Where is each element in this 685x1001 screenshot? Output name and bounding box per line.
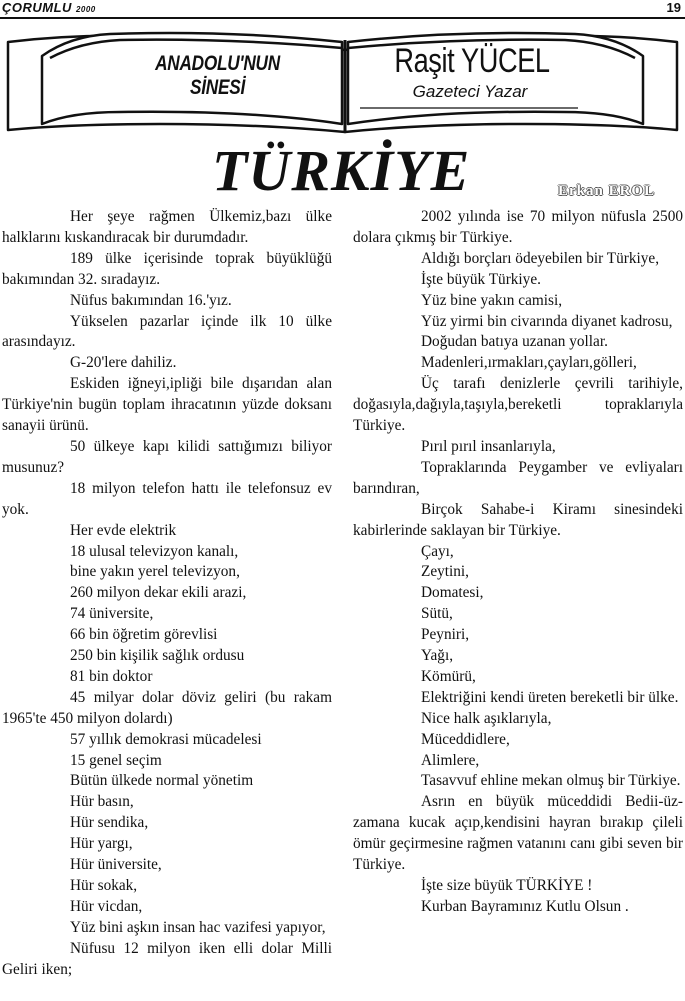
article-byline: Erkan EROL bbox=[558, 183, 656, 199]
article-paragraph: Yüz yirmi bin civarında diyanet kadrosu, bbox=[421, 312, 673, 330]
article-paragraph: Birçok Sahabe-i Kiramı sinesindeki kabirlerinde saklayan bir Türkiye. bbox=[353, 500, 683, 539]
article-paragraph: Eskiden iğneyi,ipliği bile dışarıdan alan Türkiye'nin bugün toplam ihracatının yüzde doksanı sanayii ürünü. bbox=[2, 375, 332, 435]
article-paragraph: 260 milyon dekar ekili arazi, bbox=[70, 584, 247, 602]
article-paragraph: Zeytini, bbox=[421, 563, 470, 581]
article-paragraph: Nüfusu 12 milyon iken elli dolar Milli Geliri iken; bbox=[2, 939, 332, 978]
article-paragraph: 18 milyon telefon hattı ile telefonsuz ev yok. bbox=[2, 479, 332, 518]
page-number: 19 bbox=[666, 0, 681, 15]
article-paragraph: Yükselen pazarlar içinde ilk 10 ülke arasındayız. bbox=[2, 312, 332, 351]
article-paragraph: Nüfus bakımından 16.'yız. bbox=[70, 291, 232, 309]
article-paragraph: G-20'lere dahiliz. bbox=[70, 354, 177, 372]
article-paragraph: İşte size büyük TÜRKİYE ! bbox=[421, 877, 593, 894]
article-paragraph: Bütün ülkede normal yönetim bbox=[70, 772, 254, 790]
article-paragraph: Pırıl pırıl insanlarıyla, bbox=[421, 437, 556, 455]
right-column bbox=[353, 207, 683, 918]
publication-name bbox=[2, 0, 96, 15]
article-paragraph: Üç tarafı denizlerle çevrili tarihiyle, doğasıyla,dağıyla,taşıyla,bereketli topraklarıyla Türkiye. bbox=[353, 375, 683, 435]
publication-issue: 2000 bbox=[75, 5, 96, 14]
article-paragraph: Tasavvuf ehline mekan olmuş bir Türkiye. bbox=[421, 772, 681, 790]
article-paragraph: Hür sendika, bbox=[70, 814, 149, 832]
article-paragraph: Alimlere, bbox=[421, 751, 480, 769]
article-paragraph: Hür basın, bbox=[70, 793, 134, 811]
article-paragraph: Çayı, bbox=[421, 542, 454, 560]
article-paragraph: 66 bin öğretim görevlisi bbox=[70, 626, 218, 644]
article-paragraph: Hür üniversite, bbox=[70, 856, 162, 874]
article-paragraph: 45 milyar dolar döviz geliri (bu rakam 1965'te 450 milyon dolardı) bbox=[2, 688, 332, 727]
article-paragraph: 15 genel seçim bbox=[70, 751, 162, 769]
article-paragraph: Hür vicdan, bbox=[70, 897, 143, 915]
article-title: TÜRKİYE bbox=[212, 138, 471, 203]
header-rule bbox=[0, 17, 685, 19]
article-paragraph: 81 bin doktor bbox=[70, 667, 153, 685]
article-paragraph: Yüz bini aşkın insan hac vazifesi yapıyor, bbox=[70, 918, 326, 936]
article-paragraph: İşte büyük Türkiye. bbox=[421, 270, 541, 288]
article-paragraph: Madenleri,ırmakları,çayları,gölleri, bbox=[421, 354, 637, 372]
article-paragraph: Yağı, bbox=[421, 647, 454, 665]
article-paragraph: Müceddidlere, bbox=[421, 730, 510, 748]
article-paragraph: Hür sokak, bbox=[70, 877, 138, 894]
article-paragraph: Elektriğini kendi üreten bereketli bir ülke. bbox=[421, 688, 679, 706]
article-paragraph: Kömürü, bbox=[421, 667, 476, 685]
article-paragraph: 189 ülke içerisinde toprak büyüklüğü bakımından 32. sıradayız. bbox=[2, 249, 332, 288]
article-paragraph: Kurban Bayramınız Kutlu Olsun . bbox=[421, 897, 629, 915]
article-paragraph: Her evde elektrik bbox=[70, 521, 177, 539]
article-paragraph: 50 ülkeye kapı kilidi sattığımızı biliyor musunuz? bbox=[2, 437, 332, 476]
article-paragraph: Domatesi, bbox=[421, 584, 484, 602]
left-column bbox=[2, 207, 332, 981]
article-paragraph: 74 üniversite, bbox=[70, 605, 154, 623]
article-paragraph: Doğudan batıya uzanan yollar. bbox=[421, 333, 608, 351]
article-paragraph: Topraklarında Peygamber ve evliyaları barındıran, bbox=[353, 458, 683, 497]
article-paragraph: Peyniri, bbox=[421, 626, 470, 644]
article-paragraph: Sütü, bbox=[421, 605, 453, 623]
open-book-banner-icon bbox=[0, 20, 685, 140]
article-paragraph: Yüz bine yakın camisi, bbox=[421, 291, 563, 309]
publication-title: ÇORUMLU bbox=[2, 0, 72, 15]
article-paragraph: 57 yıllık demokrasi mücadelesi bbox=[70, 730, 262, 748]
article-paragraph: 2002 yılında ise 70 milyon nüfusla 2500 dolara çıkmış bir Türkiye. bbox=[353, 208, 683, 246]
article-paragraph: Asrın en büyük müceddidi Bedii-üz-zamana kucak açıp,kendisini hayran bırakıp çileli ömür geçirmesine rağmen vatanını canı gibi seven bir Türkiye. bbox=[353, 793, 683, 874]
article-paragraph: Nice halk aşıklarıyla, bbox=[421, 709, 552, 727]
article-paragraph: Aldığı borçları ödeyebilen bir Türkiye, bbox=[421, 249, 660, 267]
article-paragraph: 18 ulusal televizyon kanalı, bbox=[70, 542, 239, 560]
article-paragraph: 250 bin kişilik sağlık ordusu bbox=[70, 647, 245, 665]
article-paragraph: bine yakın yerel televizyon, bbox=[70, 563, 240, 581]
article-paragraph: Hür yargı, bbox=[70, 835, 133, 853]
article-paragraph: Her şeye rağmen Ülkemiz,bazı ülke halklarını kıskandıracak bir durumdadır. bbox=[2, 208, 332, 246]
author-name: Raşit YÜCEL bbox=[394, 42, 550, 80]
column-name: ANADOLU'NUN SİNESİ bbox=[155, 52, 280, 99]
author-role: Gazeteci Yazar bbox=[412, 82, 528, 101]
